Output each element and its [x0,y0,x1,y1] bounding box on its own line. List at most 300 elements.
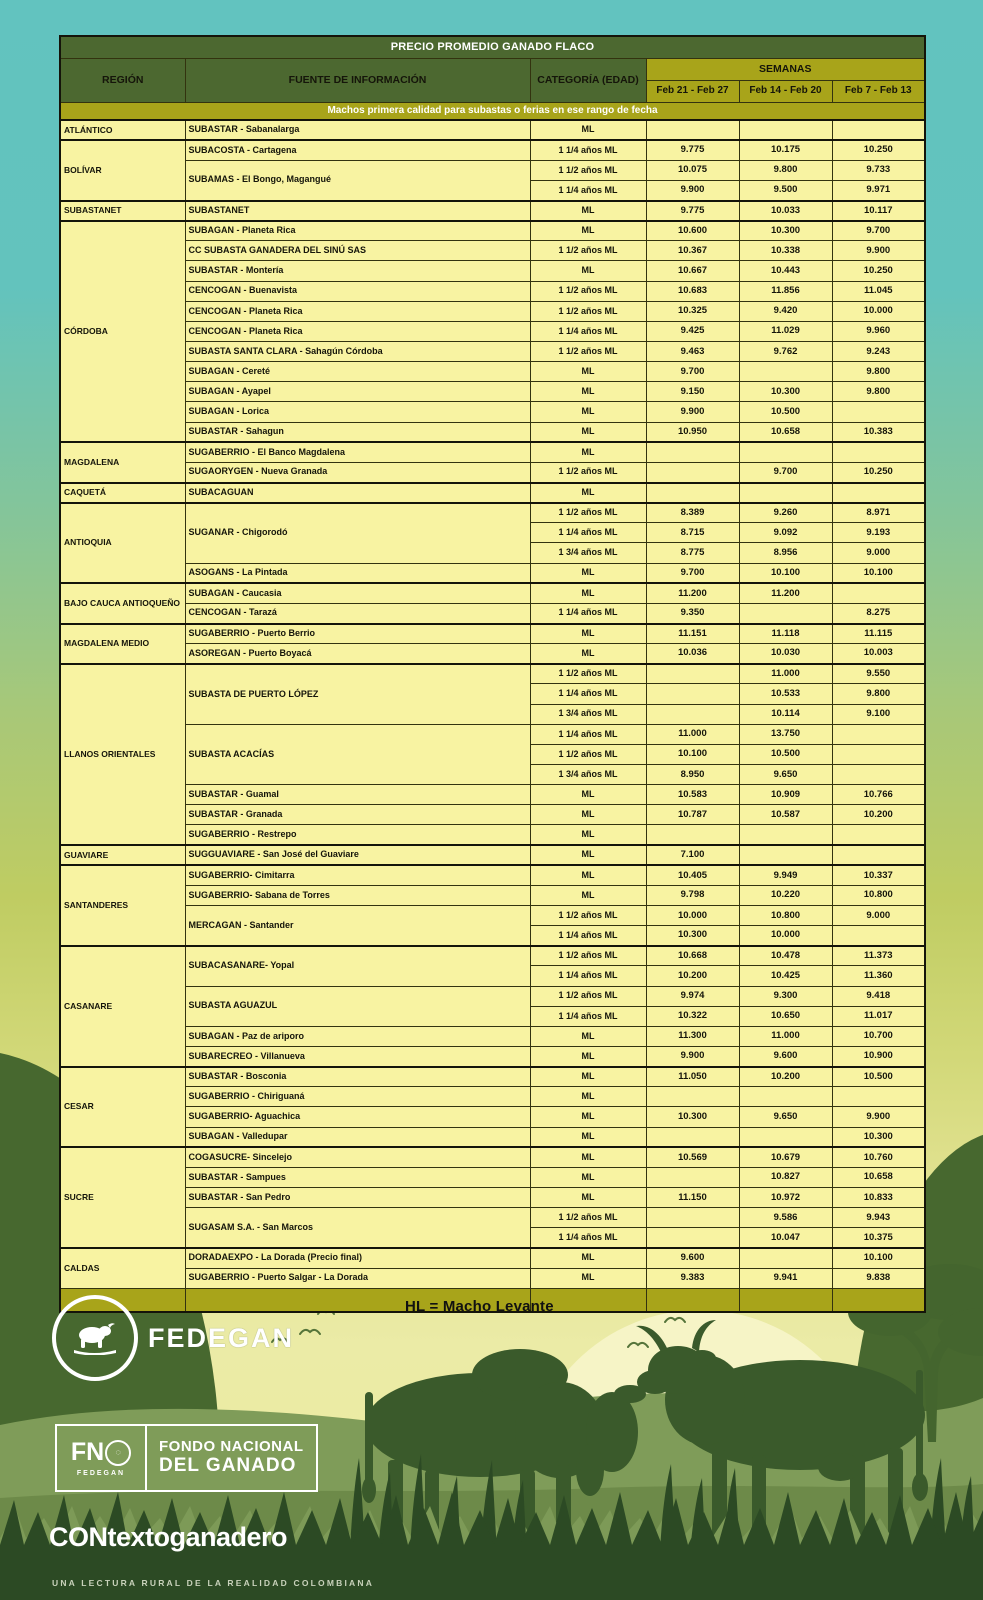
price-cell: 10.000 [832,301,925,321]
price-cell: 9.775 [646,201,739,221]
price-cell: 10.325 [646,301,739,321]
source-cell: SUGASAM S.A. - San Marcos [185,1208,530,1248]
price-cell: 9.150 [646,382,739,402]
table-title: PRECIO PROMEDIO GANADO FLACO [60,36,925,59]
price-cell: 10.030 [739,644,832,664]
fng-logo-left [57,1426,147,1490]
price-table-body [60,120,925,1288]
table-row [60,402,925,422]
price-cell: 10.100 [832,563,925,583]
region-cell: SANTANDERES [60,865,185,946]
price-cell: 10.300 [832,1127,925,1147]
price-cell: 11.200 [646,583,739,603]
price-cell: 9.700 [646,563,739,583]
region-cell: BOLÍVAR [60,140,185,200]
price-cell: 10.583 [646,785,739,805]
category-band: Machos primera calidad para subastas o ferias en ese rango de fecha [60,103,925,121]
fng-sub-label: FEDEGAN [76,1469,126,1477]
fng-line2: DEL GANADO [159,1454,297,1476]
category-cell: 1 3/4 años ML [530,765,646,785]
table-row [60,825,925,845]
price-cell [646,1208,739,1228]
price-cell: 8.775 [646,543,739,563]
category-cell: ML [530,402,646,422]
price-table-container [59,35,926,1313]
table-row [60,805,925,825]
source-cell: SUGGUAVIARE - San José del Guaviare [185,845,530,865]
source-cell: SUBASTANET [185,201,530,221]
category-cell: 1 1/4 años ML [530,180,646,200]
price-cell: 10.683 [646,281,739,301]
price-cell: 10.175 [739,140,832,160]
table-row [60,442,925,462]
price-cell: 10.100 [832,1248,925,1268]
price-cell: 9.383 [646,1268,739,1288]
price-cell: 10.787 [646,805,739,825]
price-cell: 10.533 [739,684,832,704]
category-cell: ML [530,422,646,442]
source-cell: SUBASTAR - Bosconia [185,1067,530,1087]
table-row [60,201,925,221]
price-cell: 9.971 [832,180,925,200]
price-cell: 9.900 [832,1107,925,1127]
price-cell: 10.425 [739,966,832,986]
source-cell: SUBASTAR - San Pedro [185,1187,530,1207]
source-cell: SUBAGAN - Planeta Rica [185,221,530,241]
source-cell: SUBAGAN - Valledupar [185,1127,530,1147]
source-cell: SUGABERRIO - Puerto Berrio [185,624,530,644]
bottom-band-cell [739,1288,832,1312]
source-cell: SUBASTA ACACÍAS [185,724,530,784]
table-row [60,563,925,583]
price-cell [646,120,739,140]
source-cell: SUBASTAR - Granada [185,805,530,825]
price-cell: 10.000 [739,926,832,946]
price-cell: 11.000 [739,664,832,684]
category-cell: 1 1/2 años ML [530,986,646,1006]
price-cell: 9.800 [832,362,925,382]
source-cell: SUGABERRIO- Aguachica [185,1107,530,1127]
source-cell: SUBAGAN - Lorica [185,402,530,422]
table-row [60,1187,925,1207]
price-cell: 9.960 [832,321,925,341]
price-cell: 10.766 [832,785,925,805]
price-cell: 9.193 [832,523,925,543]
table-row [60,845,925,865]
price-cell: 10.220 [739,885,832,905]
price-cell: 10.047 [739,1228,832,1248]
table-row [60,1026,925,1046]
price-cell: 9.838 [832,1268,925,1288]
price-cell: 9.943 [832,1208,925,1228]
price-cell [832,926,925,946]
region-cell: LLANOS ORIENTALES [60,664,185,845]
category-cell: ML [530,442,646,462]
price-cell: 10.250 [832,261,925,281]
table-row [60,1167,925,1187]
price-cell: 8.275 [832,603,925,623]
category-cell: ML [530,483,646,503]
region-cell: CAQUETÁ [60,483,185,503]
source-cell: SUGABERRIO - Puerto Salgar - La Dorada [185,1268,530,1288]
price-cell [739,442,832,462]
source-cell: SUGAORYGEN - Nueva Granada [185,462,530,482]
table-row [60,946,925,966]
price-cell: 9.000 [832,905,925,925]
table-row [60,503,925,523]
price-cell [646,1228,739,1248]
price-cell [739,603,832,623]
price-cell: 9.798 [646,885,739,905]
table-row [60,1268,925,1288]
price-cell: 10.800 [832,885,925,905]
price-cell [646,1127,739,1147]
price-cell [646,704,739,724]
category-cell: ML [530,1147,646,1167]
price-cell: 10.338 [739,241,832,261]
price-cell: 10.500 [739,402,832,422]
price-cell: 13.750 [739,724,832,744]
price-cell: 10.600 [646,221,739,241]
price-cell: 8.715 [646,523,739,543]
price-cell: 11.000 [739,1026,832,1046]
table-row [60,301,925,321]
category-cell: 1 1/2 años ML [530,503,646,523]
price-cell: 11.150 [646,1187,739,1207]
table-row [60,160,925,180]
price-cell [646,825,739,845]
category-cell: ML [530,644,646,664]
table-row [60,140,925,160]
category-cell: 1 1/2 años ML [530,946,646,966]
category-cell: 1 1/2 años ML [530,462,646,482]
price-cell: 10.322 [646,1006,739,1026]
source-cell: SUBASTA SANTA CLARA - Sahagún Córdoba [185,342,530,362]
fng-cow-ring-icon: ◌ [105,1440,131,1466]
category-cell: 1 1/4 años ML [530,1228,646,1248]
source-cell: SUGABERRIO- Cimitarra [185,865,530,885]
category-cell: ML [530,825,646,845]
source-cell: CENCOGAN - Planeta Rica [185,321,530,341]
price-cell: 10.405 [646,865,739,885]
bottom-band-cell [832,1288,925,1312]
category-cell: 1 1/2 años ML [530,664,646,684]
category-cell: 1 1/4 años ML [530,140,646,160]
category-cell: 1 3/4 años ML [530,704,646,724]
source-cell: SUBAGAN - Ayapel [185,382,530,402]
source-cell: SUBASTAR - Guamal [185,785,530,805]
price-cell: 10.114 [739,704,832,724]
source-cell: SUBAGAN - Paz de ariporo [185,1026,530,1046]
price-cell: 9.900 [646,402,739,422]
table-row [60,1107,925,1127]
region-cell: ANTIOQUIA [60,503,185,584]
price-cell [832,744,925,764]
price-cell [739,120,832,140]
price-cell: 9.243 [832,342,925,362]
price-cell: 9.941 [739,1268,832,1288]
price-cell [832,1087,925,1107]
category-cell: ML [530,1268,646,1288]
price-cell: 9.300 [739,986,832,1006]
source-cell: SUBAGAN - Caucasia [185,583,530,603]
price-cell: 10.250 [832,140,925,160]
category-cell: 1 1/4 años ML [530,966,646,986]
price-cell: 10.650 [739,1006,832,1026]
table-row [60,583,925,603]
source-cell: CENCOGAN - Buenavista [185,281,530,301]
price-cell: 11.118 [739,624,832,644]
price-cell: 8.971 [832,503,925,523]
table-row [60,1067,925,1087]
region-cell: MAGDALENA [60,442,185,482]
price-cell: 10.075 [646,160,739,180]
table-row [60,422,925,442]
table-row [60,986,925,1006]
price-cell: 10.003 [832,644,925,664]
price-cell: 9.974 [646,986,739,1006]
price-cell [646,462,739,482]
price-cell: 10.300 [739,382,832,402]
price-cell: 11.045 [832,281,925,301]
price-cell: 10.500 [832,1067,925,1087]
price-cell: 11.856 [739,281,832,301]
price-cell [646,664,739,684]
price-cell: 9.949 [739,865,832,885]
price-cell [739,1248,832,1268]
table-row [60,483,925,503]
price-cell: 10.443 [739,261,832,281]
price-cell [646,483,739,503]
fng-logo-right [147,1426,316,1490]
table-row [60,865,925,885]
table-row [60,885,925,905]
price-cell: 11.115 [832,624,925,644]
table-row [60,603,925,623]
price-cell [739,483,832,503]
category-cell: ML [530,1067,646,1087]
source-cell: CENCOGAN - Tarazá [185,603,530,623]
price-cell: 9.900 [646,180,739,200]
fng-line1: FONDO NACIONAL [159,1438,304,1456]
price-cell: 9.775 [646,140,739,160]
price-cell: 10.658 [832,1167,925,1187]
price-cell [646,1087,739,1107]
price-cell: 10.250 [832,462,925,482]
price-cell: 9.425 [646,321,739,341]
source-cell: SUGABERRIO- Sabana de Torres [185,885,530,905]
contextoganadero-tagline: UNA LECTURA RURAL DE LA REALIDAD COLOMBIANA [52,1578,375,1588]
table-row [60,221,925,241]
price-cell: 10.909 [739,785,832,805]
category-cell: 1 1/2 años ML [530,241,646,261]
price-cell: 10.800 [739,905,832,925]
source-cell: SUBASTAR - Sahagun [185,422,530,442]
column-header-region: REGIÓN [60,59,185,103]
category-cell: 1 1/2 años ML [530,160,646,180]
price-cell: 10.500 [739,744,832,764]
source-cell: SUBASTA DE PUERTO LÓPEZ [185,664,530,724]
price-cell: 10.668 [646,946,739,966]
table-row [60,1087,925,1107]
price-cell [739,845,832,865]
price-cell: 9.600 [646,1248,739,1268]
price-cell [832,825,925,845]
category-cell: 1 3/4 años ML [530,543,646,563]
category-cell: ML [530,805,646,825]
price-cell: 11.050 [646,1067,739,1087]
category-cell: ML [530,1107,646,1127]
category-cell: ML [530,865,646,885]
price-cell: 9.800 [832,684,925,704]
column-header-week-1: Feb 21 - Feb 27 [646,81,739,103]
price-cell: 9.260 [739,503,832,523]
price-cell: 9.733 [832,160,925,180]
category-cell: 1 1/4 años ML [530,603,646,623]
region-cell: BAJO CAUCA ANTIOQUEÑO [60,583,185,623]
category-cell: 1 1/4 años ML [530,523,646,543]
price-cell: 9.600 [739,1046,832,1066]
price-cell [739,1127,832,1147]
fedegan-ring-icon [52,1295,138,1381]
price-cell: 10.833 [832,1187,925,1207]
price-cell: 9.900 [832,241,925,261]
source-cell: SUBAGAN - Cereté [185,362,530,382]
category-cell: ML [530,201,646,221]
price-cell: 9.700 [739,462,832,482]
category-cell: 1 1/2 años ML [530,342,646,362]
table-row [60,644,925,664]
price-cell: 10.972 [739,1187,832,1207]
price-cell [646,1167,739,1187]
price-cell: 11.151 [646,624,739,644]
price-cell: 10.033 [739,201,832,221]
region-cell: SUCRE [60,1147,185,1248]
price-cell [739,825,832,845]
source-cell: CENCOGAN - Planeta Rica [185,301,530,321]
region-cell: CESAR [60,1067,185,1148]
price-cell: 10.383 [832,422,925,442]
category-cell: ML [530,583,646,603]
category-cell: 1 1/2 años ML [530,301,646,321]
source-cell: SUGABERRIO - Restrepo [185,825,530,845]
price-cell [832,765,925,785]
price-cell [832,845,925,865]
category-band-row [60,103,925,121]
contextoganadero-brand: CONtextoganadero [49,1522,288,1552]
category-cell: ML [530,1127,646,1147]
price-cell: 9.000 [832,543,925,563]
category-cell: ML [530,885,646,905]
price-cell [739,1087,832,1107]
category-cell: ML [530,221,646,241]
region-cell: SUBASTANET [60,201,185,221]
table-row [60,281,925,301]
category-cell: 1 1/4 años ML [530,926,646,946]
category-cell: ML [530,1087,646,1107]
column-header-source: FUENTE DE INFORMACIÓN [185,59,530,103]
price-cell [832,583,925,603]
price-cell: 9.418 [832,986,925,1006]
source-cell: SUBACAGUAN [185,483,530,503]
source-cell: SUBASTAR - Sabanalarga [185,120,530,140]
source-cell: SUBACASANARE- Yopal [185,946,530,986]
table-row [60,382,925,402]
source-cell: COGASUCRE- Sincelejo [185,1147,530,1167]
price-cell: 10.760 [832,1147,925,1167]
table-row [60,321,925,341]
price-cell [646,442,739,462]
column-header-category: CATEGORÍA (EDAD) [530,59,646,103]
table-row [60,624,925,644]
table-row [60,785,925,805]
price-cell: 10.700 [832,1026,925,1046]
table-row [60,1046,925,1066]
region-cell: CÓRDOBA [60,221,185,443]
table-row [60,1248,925,1268]
price-cell [832,442,925,462]
price-cell: 11.000 [646,724,739,744]
region-cell: ATLÁNTICO [60,120,185,140]
price-table [59,35,926,1313]
table-row [60,362,925,382]
source-cell: MERCAGAN - Santander [185,905,530,945]
header-row [60,59,925,81]
category-cell: 1 1/2 años ML [530,1208,646,1228]
price-cell: 9.420 [739,301,832,321]
category-cell: ML [530,120,646,140]
price-cell: 9.900 [646,1046,739,1066]
price-cell: 9.650 [739,1107,832,1127]
bottom-band-cell [646,1288,739,1312]
category-cell: ML [530,785,646,805]
category-cell: ML [530,362,646,382]
price-cell: 11.017 [832,1006,925,1026]
price-cell: 9.700 [832,221,925,241]
fng-abbr: FN [70,1438,105,1466]
price-cell: 10.950 [646,422,739,442]
category-cell: ML [530,1187,646,1207]
category-cell: ML [530,845,646,865]
fng-logo [55,1424,318,1492]
source-cell: ASOREGAN - Puerto Boyacá [185,644,530,664]
category-cell: 1 1/4 años ML [530,321,646,341]
price-cell: 8.950 [646,765,739,785]
price-cell: 9.463 [646,342,739,362]
region-cell: CALDAS [60,1248,185,1288]
category-cell: 1 1/2 años ML [530,281,646,301]
table-row [60,905,925,925]
price-cell: 11.360 [832,966,925,986]
category-cell: 1 1/4 años ML [530,724,646,744]
table-row [60,1208,925,1228]
price-cell: 11.300 [646,1026,739,1046]
category-cell: ML [530,382,646,402]
price-cell: 9.762 [739,342,832,362]
table-row [60,342,925,362]
price-cell: 10.300 [646,926,739,946]
price-cell: 9.800 [739,160,832,180]
price-cell: 10.337 [832,865,925,885]
source-cell: SUGABERRIO - El Banco Magdalena [185,442,530,462]
price-cell: 10.658 [739,422,832,442]
price-cell: 11.029 [739,321,832,341]
price-cell: 9.550 [832,664,925,684]
price-cell: 9.650 [739,765,832,785]
price-cell: 11.200 [739,583,832,603]
category-cell: ML [530,1026,646,1046]
fedegan-wordmark: FEDEGAN [148,1322,295,1353]
